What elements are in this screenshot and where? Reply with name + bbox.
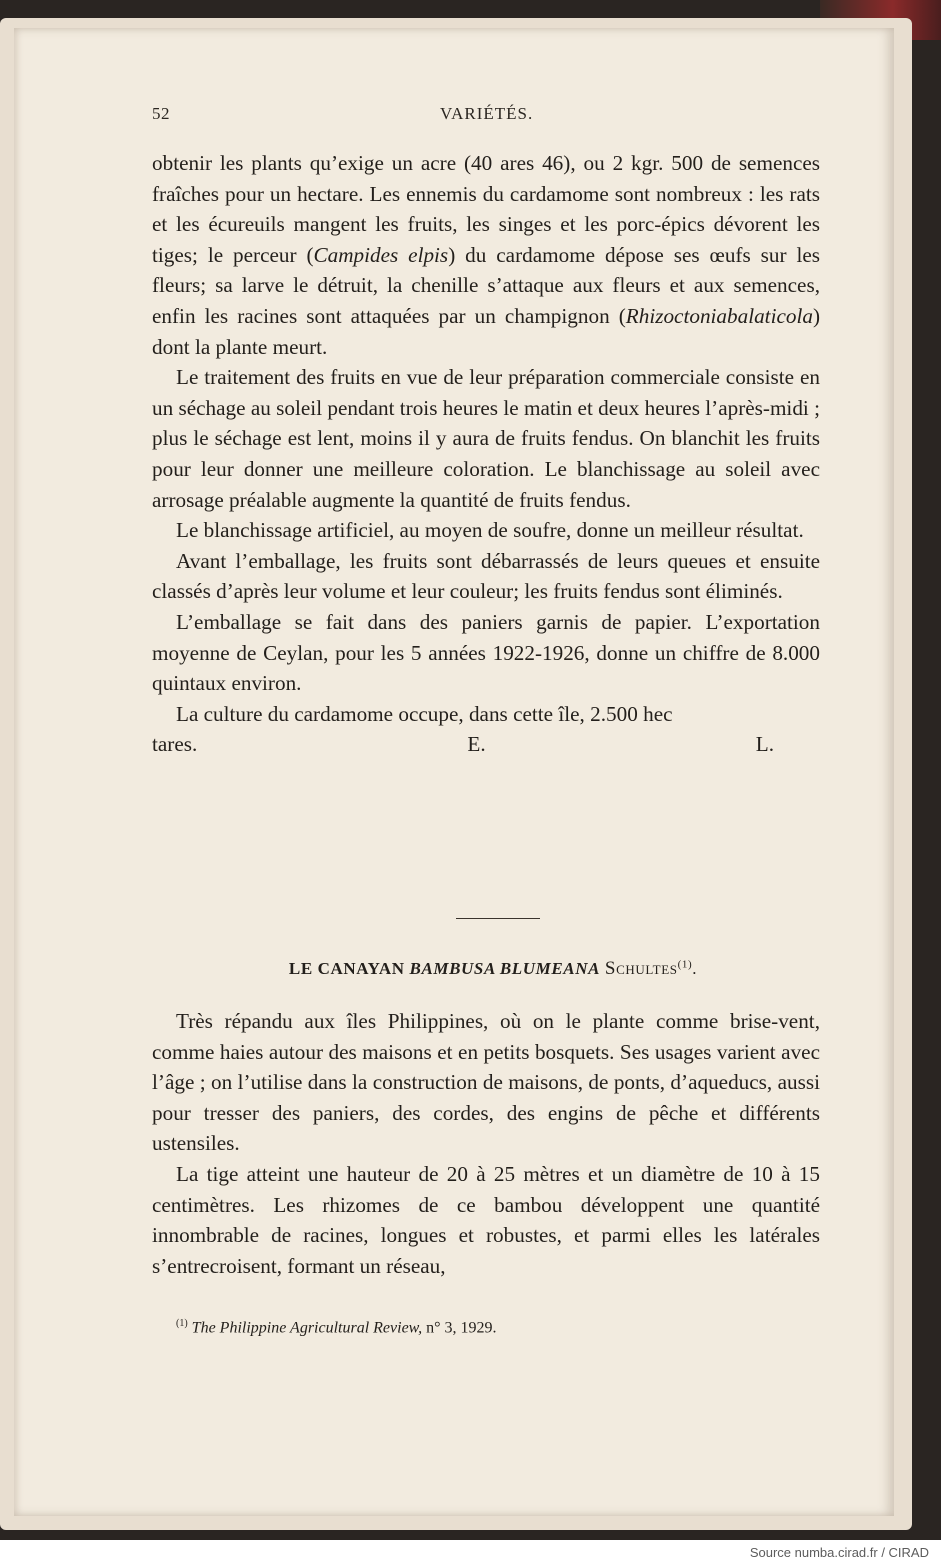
page-number: 52 <box>152 104 170 123</box>
species-name: Campides elpis <box>313 242 449 267</box>
footnote-ref: (1) <box>677 958 693 971</box>
signature-line: tares. E. L. <box>152 732 774 757</box>
article-title: LE CANAYAN BAMBUSA BLUMEANA Schultes$^{(1)}$. <box>288 958 698 979</box>
section-body <box>152 148 820 760</box>
paragraph: Le traitement des fruits en vue de leur préparation commerciale consiste en un séchage au soleil pendant trois heures le matin et deux heures l’après-midi ; plus le séchage est lent, moins il y aura de fruits fendus. On blanchit les fruits pour leur donner une meilleure coloration. Le blanchissage au soleil avec arrosage préalable augmente la quantité de fruits fendus. <box>152 365 820 512</box>
paragraph: Très répandu aux îles Philippines, où on le plante comme brise-vent, comme haies autour des maisons et en petits bosquets. Ses usages varient avec l’âge ; on l’utilise dans la construction de maisons, de ponts, d’aqueducs, aussi pour tresser des paniers, des cordes, des engins de pêche et différents ustensiles. <box>152 1009 820 1156</box>
source-credit: Source numba.cirad.fr / CIRAD <box>749 1545 929 1560</box>
section-title: VARIÉTÉS. <box>440 104 534 123</box>
article-body <box>152 1006 820 1281</box>
footnote: $^{(1)}$ The Philippine Agricultural Review, n° 3, 1929. <box>176 1318 497 1337</box>
species-name: Rhizoctoniabalaticola <box>625 303 813 328</box>
author-signature: E. L. <box>467 732 774 757</box>
paragraph: La culture du cardamome occupe, dans cette île, 2.500 hec <box>176 701 673 726</box>
paragraph: obtenir les plants qu’exige un acre (40 ares 46), ou 2 kgr. 500 de semences fraîches pour un hectare. Les ennemis du cardamome sont nombreux : les rats et les écureuils mangent les fruits, les singes et les porc-épics dévorent les tiges; le perceur (Campides elpis) du cardamome dépose ses œufs sur les fleurs; sa larve le détruit, la chenille s’attaque aux fleurs et aux semences, enfin les racines sont attaquées par un champignon (Rhizoctoniabalaticola) dont la plante meurt. <box>152 151 820 359</box>
paragraph: Avant l’emballage, les fruits sont débarrassés de leurs queues et ensuite classés d’après leur volume et leur couleur; les fruits fendus sont éliminés. <box>152 548 820 604</box>
paragraph: La tige atteint une hauteur de 20 à 25 mètres et un diamètre de 10 à 15 centimètres. Les rhizomes de ce bambou développent une quantité innombrable de racines, longues et robustes, et parmi elles les latérales s’entrecroisent, formant un réseau, <box>152 1161 820 1278</box>
paragraph: Le blanchissage artificiel, au moyen de soufre, donne un meilleur résultat. <box>176 518 804 543</box>
section-divider <box>456 918 540 919</box>
source-bar <box>0 1540 941 1566</box>
paragraph: L’emballage se fait dans des paniers garnis de papier. L’exportation moyenne de Ceylan, pour les 5 années 1922-1926, donne un chiffre de 8.000 quintaux environ. <box>152 609 820 696</box>
footnote-marker: (1) <box>176 1318 188 1329</box>
species-name: BAMBUSA BLUMEANA <box>409 959 601 978</box>
running-head <box>152 104 820 134</box>
